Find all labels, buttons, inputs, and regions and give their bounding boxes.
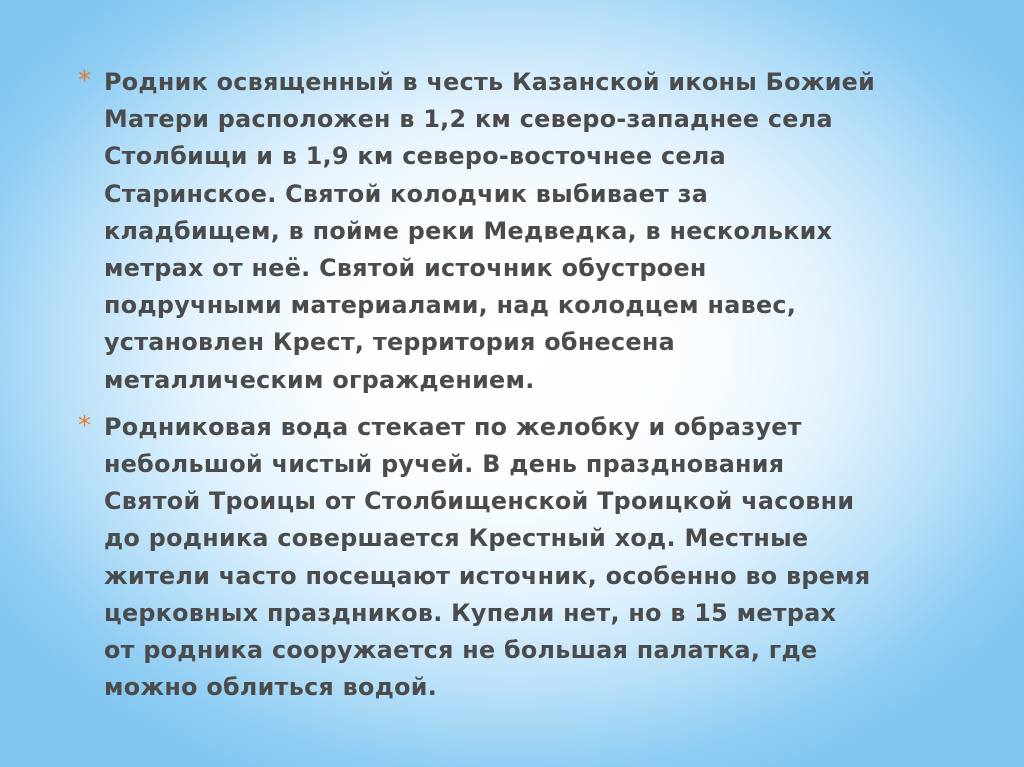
bullet-1-line-5: кладбищем, в пойме реки Медведка, в нескольких: [104, 216, 833, 245]
bullet-2-line-8: можно облиться водой.: [104, 673, 438, 702]
bullet-2-line-2: небольшой чистый ручей. В день празднования: [104, 450, 785, 479]
asterisk-bullet-icon: *: [78, 66, 91, 96]
bullet-1-line-2: Матери расположен в 1,2 км северо-западнее села: [104, 105, 833, 134]
bullet-2-line-1: Родниковая вода стекает по желобку и образует: [104, 412, 802, 441]
bullet-1-line-4: Старинское. Святой колодчик выбивает за: [104, 179, 709, 208]
bullet-1-line-3: Столбищи и в 1,9 км северо-восточнее села: [104, 142, 726, 171]
bullet-item-2: [76, 409, 956, 707]
bullet-1-line-9: металлическим ограждением.: [104, 365, 535, 394]
bullet-2-line-3: Святой Троицы от Столбищенской Троицкой часовни: [104, 487, 855, 516]
bullet-1-line-6: метрах от неё. Святой источник обустроен: [104, 254, 707, 283]
slide-content: [76, 64, 956, 706]
bullet-1-line-8: установлен Крест, территория обнесена: [104, 328, 675, 357]
bullet-2-line-7: от родника сооружается не большая палатка, где: [104, 636, 818, 665]
bullet-1-line-1: Родник освященный в честь Казанской иконы Божией: [104, 68, 876, 96]
asterisk-bullet-icon: *: [78, 410, 91, 441]
bullet-2-line-5: жители часто посещают источник, особенно во время: [104, 561, 871, 590]
bullet-item-1: [76, 64, 956, 399]
bullet-1-line-7: подручными материалами, над колодцем навес,: [104, 291, 797, 320]
bullet-2-line-6: церковных праздников. Купели нет, но в 15 метрах: [104, 598, 837, 627]
bullet-2-line-4: до родника совершается Крестный ход. Местные: [104, 524, 809, 553]
